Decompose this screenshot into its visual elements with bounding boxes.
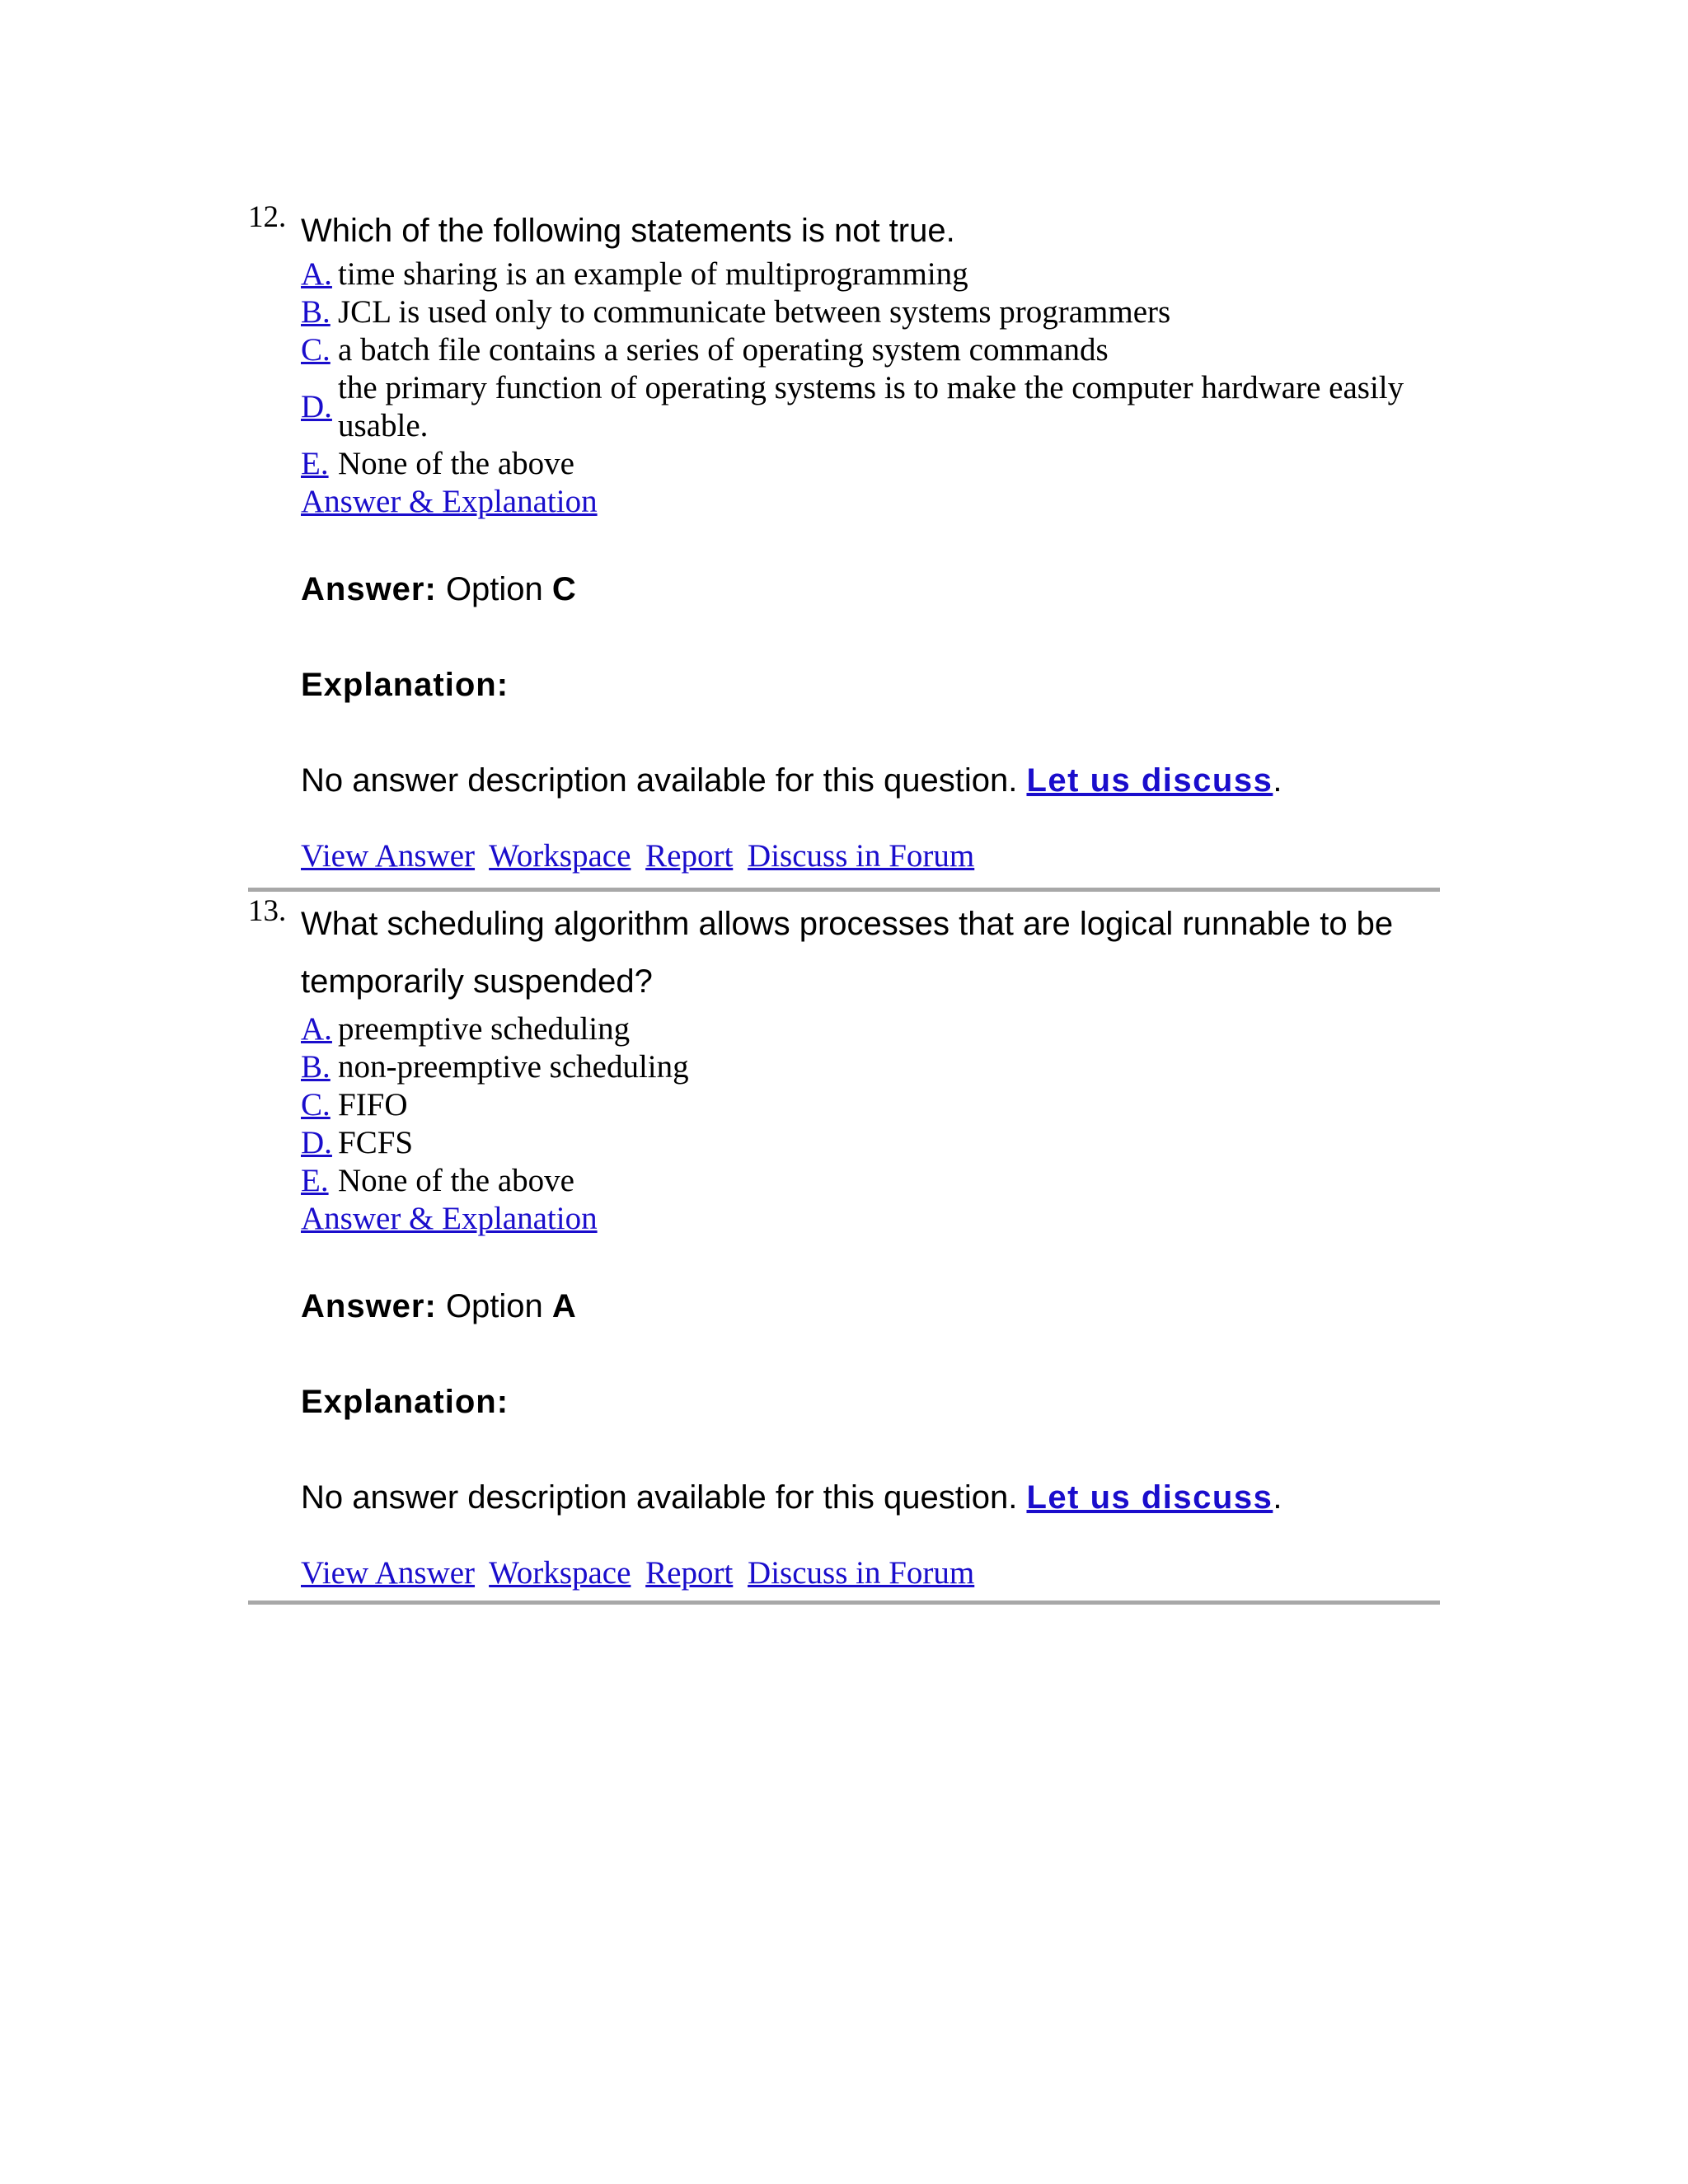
option-e-link[interactable]: E.: [301, 446, 329, 481]
option-a: [301, 255, 1440, 293]
option-d-text: the primary function of operating systems is to make the computer hardware easily usable.: [338, 370, 1404, 443]
view-answer-link[interactable]: View Answer: [301, 1555, 476, 1591]
options-list: [301, 255, 1440, 483]
question-text: What scheduling algorithm allows processes that are logical runnable to be temporarily suspended?: [301, 906, 1394, 1000]
action-links: [301, 1554, 1440, 1592]
action-links: [301, 837, 1440, 875]
option-c-link[interactable]: C.: [301, 332, 331, 368]
report-link[interactable]: Report: [645, 838, 734, 874]
question-body: [301, 201, 1440, 875]
question-text: Which of the following statements is not true.: [301, 213, 955, 249]
question-12: [248, 201, 1440, 890]
explanation-label: Explanation:: [301, 1384, 509, 1420]
option-b-link[interactable]: B.: [301, 294, 331, 330]
option-b: [301, 1048, 1440, 1086]
answer-prefix: Option: [445, 1288, 543, 1324]
option-d: [301, 369, 1440, 445]
answer-line: [301, 569, 1440, 610]
option-b-text: non-preemptive scheduling: [338, 1049, 689, 1085]
explanation-text: [301, 1477, 1440, 1518]
option-c: [301, 331, 1440, 369]
discuss-in-forum-link[interactable]: Discuss in Forum: [748, 838, 975, 874]
question-number: 13.: [248, 894, 287, 928]
let-us-discuss-link[interactable]: Let us discuss: [1026, 762, 1273, 799]
option-a-link[interactable]: A.: [301, 1011, 332, 1047]
option-c-link[interactable]: C.: [301, 1087, 331, 1122]
let-us-discuss-link[interactable]: Let us discuss: [1026, 1479, 1273, 1516]
answer-label: Answer:: [301, 571, 437, 607]
option-a-link[interactable]: A.: [301, 256, 332, 292]
option-d-link[interactable]: D.: [301, 389, 332, 424]
view-answer-link[interactable]: View Answer: [301, 838, 476, 874]
options-list: [301, 1010, 1440, 1200]
workspace-link[interactable]: Workspace: [489, 1555, 631, 1591]
option-b-link[interactable]: B.: [301, 1049, 331, 1085]
option-c-text: FIFO: [338, 1087, 408, 1122]
answer-line: [301, 1286, 1440, 1327]
answer-option: A: [551, 1288, 576, 1324]
option-e: [301, 1162, 1440, 1200]
option-d-link[interactable]: D.: [301, 1125, 332, 1160]
answer-explanation-link[interactable]: Answer & Explanation: [301, 1201, 598, 1236]
option-a: [301, 1010, 1440, 1048]
explanation-label: Explanation:: [301, 667, 509, 703]
discuss-in-forum-link[interactable]: Discuss in Forum: [748, 1555, 975, 1591]
answer-label: Answer:: [301, 1288, 437, 1324]
option-e-text: None of the above: [338, 446, 574, 481]
divider: [248, 888, 1440, 892]
option-b: [301, 293, 1440, 331]
question-13: [248, 895, 1440, 1604]
option-e: [301, 445, 1440, 483]
option-d: [301, 1124, 1440, 1162]
option-c-text: a batch file contains a series of operating system commands: [338, 332, 1109, 368]
explanation-body: No answer description available for this question.: [301, 762, 1027, 799]
divider: [248, 1601, 1440, 1605]
workspace-link[interactable]: Workspace: [489, 838, 631, 874]
answer-prefix: Option: [445, 571, 543, 607]
question-body: [301, 895, 1440, 1592]
option-c: [301, 1086, 1440, 1124]
answer-explanation-link[interactable]: Answer & Explanation: [301, 484, 598, 519]
option-a-text: preemptive scheduling: [338, 1011, 631, 1047]
question-number: 12.: [248, 200, 287, 234]
report-link[interactable]: Report: [645, 1555, 734, 1591]
explanation-suffix: .: [1273, 762, 1282, 799]
option-d-text: FCFS: [338, 1125, 414, 1160]
explanation-text: [301, 760, 1440, 801]
explanation-body: No answer description available for this question.: [301, 1479, 1027, 1516]
answer-option: C: [551, 571, 576, 607]
option-e-link[interactable]: E.: [301, 1163, 329, 1198]
option-b-text: JCL is used only to communicate between systems programmers: [338, 294, 1171, 330]
explanation-suffix: .: [1273, 1479, 1282, 1516]
option-e-text: None of the above: [338, 1163, 574, 1198]
option-a-text: time sharing is an example of multiprogramming: [338, 256, 968, 292]
